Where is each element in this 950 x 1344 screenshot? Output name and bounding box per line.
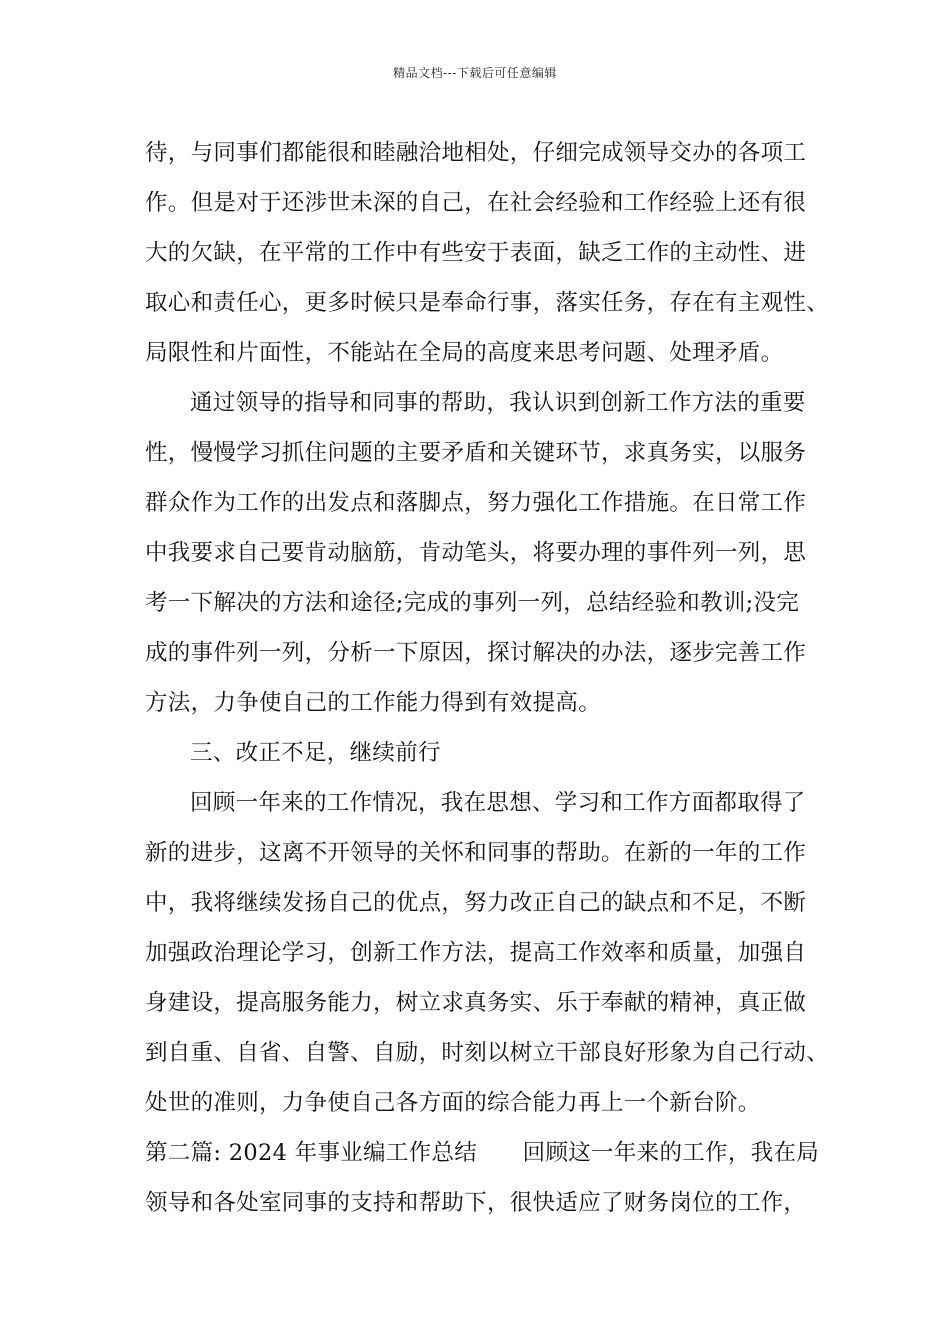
paragraph-start: 回顾一年来的工作情况，我在思想、学习和工作方面都取得了 [190, 790, 806, 816]
text-line: 领导和各处室同事的支持和帮助下，很快适应了财务岗位的工作， [145, 1190, 807, 1216]
text-line: 新的进步，这离不开领导的关怀和同事的帮助。在新的一年的工作 [145, 840, 807, 866]
text-line: 方法，力争使自己的工作能力得到有效提高。 [145, 690, 602, 716]
paragraph-start: 通过领导的指导和同事的帮助，我认识到创新工作方法的重要 [190, 390, 806, 416]
section-heading: 三、改正不足，继续前行 [190, 740, 441, 766]
text-line: 加强政治理论学习，创新工作方法，提高工作效率和质量，加强自 [145, 940, 807, 966]
text-line: 性，慢慢学习抓住问题的主要矛盾和关键环节，求真务实，以服务 [145, 440, 807, 466]
text-line: 身建设，提高服务能力，树立求真务实、乐于奉献的精神，真正做 [145, 990, 807, 1016]
body-text [145, 128, 830, 1228]
text-line: 局限性和片面性，不能站在全局的高度来思考问题、处理矛盾。 [145, 340, 784, 366]
text-line: 群众作为工作的出发点和落脚点，努力强化工作措施。在日常工作 [145, 490, 807, 516]
text-line: 成的事件列一列，分析一下原因，探讨解决的办法，逐步完善工作 [145, 640, 807, 666]
text-line: 处世的准则，力争使自己各方面的综合能力再上一个新台阶。 [145, 1090, 761, 1116]
text-line: 大的欠缺，在平常的工作中有些安于表面，缺乏工作的主动性、进 [145, 240, 807, 266]
text-line: 考一下解决的方法和途径;完成的事列一列，总结经验和教训;没完 [145, 590, 800, 616]
text-line: 取心和责任心，更多时候只是奉命行事，落实任务，存在有主观性、 [145, 290, 830, 316]
page-header: 精品文档---下载后可任意编辑 [393, 66, 557, 80]
text-line: 作。但是对于还涉世未深的自己，在社会经验和工作经验上还有很 [145, 190, 807, 216]
text-line: 中，我将继续发扬自己的优点，努力改正自己的缺点和不足，不断 [145, 890, 807, 916]
text-line: 中我要求自己要肯动脑筋，肯动笔头，将要办理的事件列一列，思 [145, 540, 807, 566]
text-line: 到自重、自省、自警、自励，时刻以树立干部良好形象为自己行动、 [145, 1040, 830, 1066]
text-line: 待，与同事们都能很和睦融洽地相处，仔细完成领导交办的各项工 [145, 140, 807, 166]
chapter-heading-line: 第二篇: 2024 年事业编工作总结 回顾这一年来的工作，我在局 [145, 1140, 820, 1166]
